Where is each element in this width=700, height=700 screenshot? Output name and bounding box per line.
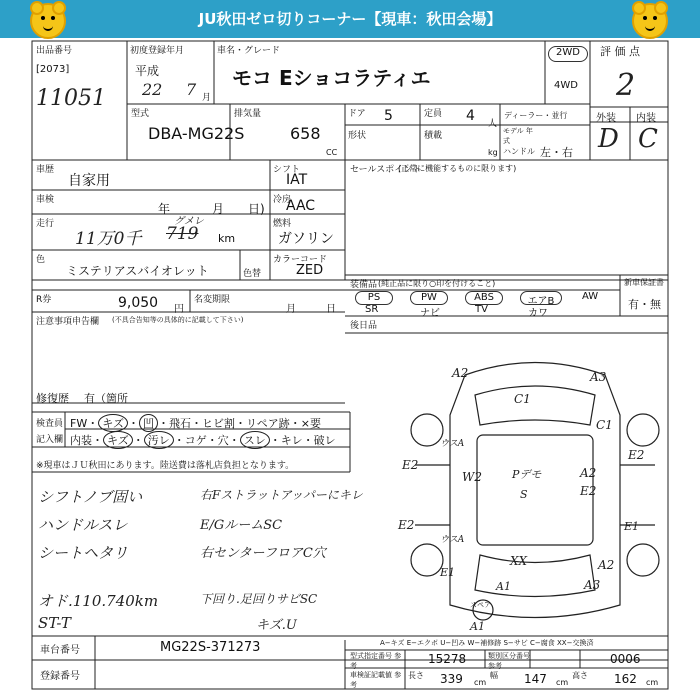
repair-value: 有（箇所: [84, 392, 128, 405]
shift-label: シフト: [273, 165, 301, 175]
displacement-value: 658: [290, 124, 321, 143]
first-reg-month-unit: 月: [202, 93, 212, 103]
lot-number: 11051: [36, 86, 106, 111]
mark-p-demo: Pデモ: [512, 468, 542, 481]
chassis-label: 車台番号: [40, 645, 80, 656]
fuel-value: ガソリン: [278, 231, 334, 247]
inspection-year: 年: [158, 202, 171, 216]
warranty-label: 新車保証書: [624, 278, 664, 287]
equip-tv: TV: [475, 304, 488, 315]
recycle-value: 9,050: [118, 295, 159, 311]
mark-a2-right: A2: [580, 466, 597, 480]
height-unit: cm: [646, 678, 659, 687]
type-cert-value: 15278: [428, 652, 467, 666]
hw-left-1: シフトノブ固い: [38, 488, 143, 506]
score-label: 評 価 点: [600, 45, 640, 58]
exterior-label: 外装: [596, 113, 616, 124]
doors-label: ドア: [348, 109, 366, 119]
recycle-label: R券: [36, 295, 52, 305]
interior-value: C: [638, 124, 658, 154]
mark-c1-top: C1: [514, 392, 531, 406]
equip-pw: PW: [410, 291, 448, 305]
shape-label: 形状: [348, 131, 367, 141]
load-label: 積載: [424, 131, 443, 141]
interior-label: 内装: [636, 113, 656, 124]
shift-value: IAT: [286, 172, 308, 188]
mark-e2-left2: E2: [398, 518, 415, 532]
mileage-struck: 719: [166, 224, 199, 244]
length-unit: cm: [474, 678, 487, 687]
equip-leather: カワ: [528, 308, 548, 319]
equip-ps: PS: [355, 291, 393, 305]
mark-e2-right2: E2: [580, 484, 597, 498]
fuel-label: 燃料: [273, 219, 292, 229]
car-name-label: 車名・グレード: [217, 46, 281, 56]
check-label-1: 検査員: [36, 419, 64, 429]
displacement-label: 排気量: [234, 109, 262, 119]
hw-right-3: 右センターフロアC穴: [200, 546, 326, 561]
mileage-label: 走行: [36, 219, 55, 229]
aftermarket-label: 後日品: [350, 321, 378, 331]
inspection-label: 車検: [36, 195, 55, 205]
color-label: 色: [36, 255, 46, 265]
displacement-unit: CC: [326, 148, 338, 157]
model-label: 型式: [131, 109, 150, 119]
mark-a3-bottom: A3: [584, 578, 601, 592]
first-reg-year: 22: [142, 80, 163, 99]
equip-airbag: エアB: [520, 291, 562, 305]
name-change-day: 日: [326, 304, 336, 315]
equip-navi: ナビ: [420, 308, 440, 319]
chassis-value: MG22S-371273: [160, 640, 261, 655]
class-label: 類別区分番号 参考: [488, 652, 530, 670]
recycle-unit: 円: [174, 304, 184, 315]
history-label: 車歴: [36, 165, 55, 175]
drive-4wd: 4WD: [554, 80, 578, 91]
mark-e2-right: E2: [628, 448, 645, 462]
lot-label: 出品番号: [36, 46, 73, 56]
hw-right-2: E/GルームSC: [200, 518, 283, 533]
warranty-value: 有・無: [628, 298, 661, 311]
first-reg-label: 初度登録年月: [130, 46, 185, 56]
repair-label: 修復歴: [36, 392, 69, 405]
color-change-label: 色替: [243, 269, 262, 279]
diagram-spare: スペア: [470, 601, 491, 609]
history-value: 自家用: [68, 173, 110, 189]
equip-sr: SR: [365, 304, 379, 315]
mileage-unit: km: [218, 232, 236, 245]
color-value: ミステリアスバイオレット: [66, 264, 209, 278]
equipment-label: 装備品: [350, 280, 378, 290]
dims-label: 車検証記載値 参考: [350, 671, 402, 689]
car-name-value: モコ Eショコラティエ: [232, 66, 431, 90]
page-title: JU秋田ゼロ切りコーナー【現車：秋田会場】: [198, 10, 502, 28]
score-value: 2: [616, 68, 636, 103]
notes-label: 注意事項申告欄: [36, 317, 100, 327]
inspection-month: 月: [212, 202, 225, 216]
load-unit: kg: [488, 148, 498, 157]
mark-xx: XX: [510, 554, 528, 568]
capacity-unit: 人: [488, 119, 498, 129]
color-code-label: カラーコード: [273, 255, 328, 265]
capacity-value: 4: [466, 108, 475, 124]
height-label: 高さ: [572, 671, 588, 680]
equipment-sub: (純正品に限り○印を付けること): [378, 279, 496, 288]
mark-a1-mid: A1: [496, 580, 511, 593]
lot-code: [2073]: [36, 64, 70, 75]
ac-value: AAC: [286, 198, 316, 214]
height-value: 162: [614, 672, 637, 686]
first-reg-month: 7: [186, 80, 197, 99]
mark-e1-right: E1: [624, 520, 640, 533]
dealer-label: ディーラー・並行: [504, 111, 568, 120]
inspection-day: 日): [248, 202, 265, 216]
handle-label: ハンドル: [503, 147, 535, 156]
doors-value: 5: [384, 108, 393, 124]
hw-right-5: キズ.U: [256, 618, 297, 633]
mark-a2-bottom: A2: [598, 558, 615, 572]
hw-right-4: 下回り.足回りサビSC: [200, 592, 318, 606]
hw-left-2: ハンドルスレ: [38, 516, 128, 534]
hw-right-1: 右Fストラットアッパーにキレ: [200, 488, 363, 502]
location-note: ※現車はＪＵ秋田にあります。陸送費は落札店負担となります。: [36, 461, 295, 471]
mark-w2: W2: [462, 470, 482, 484]
registration-label: 登録番号: [40, 671, 80, 682]
drive-2wd: 2WD: [548, 46, 588, 62]
mark-s: S: [520, 488, 528, 501]
mark-usua-left: ウスA: [440, 439, 465, 449]
class-value: 0006: [610, 652, 641, 666]
check-row-1: FW・ キズ ・ 凹 ・飛石・ヒビ割・リペア跡・×要: [70, 414, 321, 432]
capacity-label: 定員: [424, 109, 443, 119]
color-code-value: ZED: [296, 263, 324, 278]
mark-c1-right: C1: [596, 418, 613, 432]
damage-legend: A−キズ E−エクボ U−凹み W−補修跡 S−サビ C−腐食 XX−交換済: [380, 639, 594, 647]
name-change-label: 名変期限: [194, 295, 231, 305]
width-value: 147: [524, 672, 547, 686]
width-label: 幅: [490, 671, 498, 680]
check-label-2: 記入欄: [36, 435, 64, 445]
length-value: 339: [440, 672, 463, 686]
handle-value: 左・右: [540, 146, 573, 159]
mileage-note: グメレ: [174, 216, 204, 227]
type-cert-label: 型式指定番号 参考: [350, 652, 402, 670]
length-label: 長さ: [408, 671, 424, 680]
ac-label: 冷房: [273, 195, 292, 205]
mark-usua-left2: ウスA: [440, 535, 465, 545]
name-change-month: 月: [286, 304, 296, 315]
first-reg-era: 平成: [135, 64, 160, 78]
mark-a2-top: A2: [452, 366, 469, 380]
exterior-value: D: [598, 124, 619, 154]
check-row-2: 内装・ キズ ・ 汚レ ・コゲ・穴・ スレ ・キレ・破レ: [70, 431, 336, 449]
equip-abs: ABS: [465, 291, 503, 305]
model-year-label: モデル 年式: [503, 127, 533, 145]
width-unit: cm: [556, 678, 569, 687]
mark-e2-left: E2: [402, 458, 419, 472]
equip-aw: AW: [582, 291, 599, 302]
hw-left-3: シートヘタリ: [38, 544, 129, 562]
car-diagram: [405, 355, 665, 645]
model-value: DBA-MG22S: [148, 124, 245, 143]
selling-label: セールスポイント: [350, 165, 422, 175]
mileage-value: 11万0千: [75, 229, 142, 249]
selling-sub: (正常に機能するものに限ります): [398, 164, 517, 173]
mark-e1-left: E1: [440, 566, 456, 579]
hw-left-5: ST-T: [38, 614, 71, 632]
notes-sub: (不具合告知等の具体的に記載して下さい): [112, 316, 244, 324]
mark-a1-bottom: A1: [470, 620, 485, 633]
mark-a3-top: A3: [590, 370, 607, 384]
hw-left-4: オド.110.740km: [38, 592, 159, 610]
